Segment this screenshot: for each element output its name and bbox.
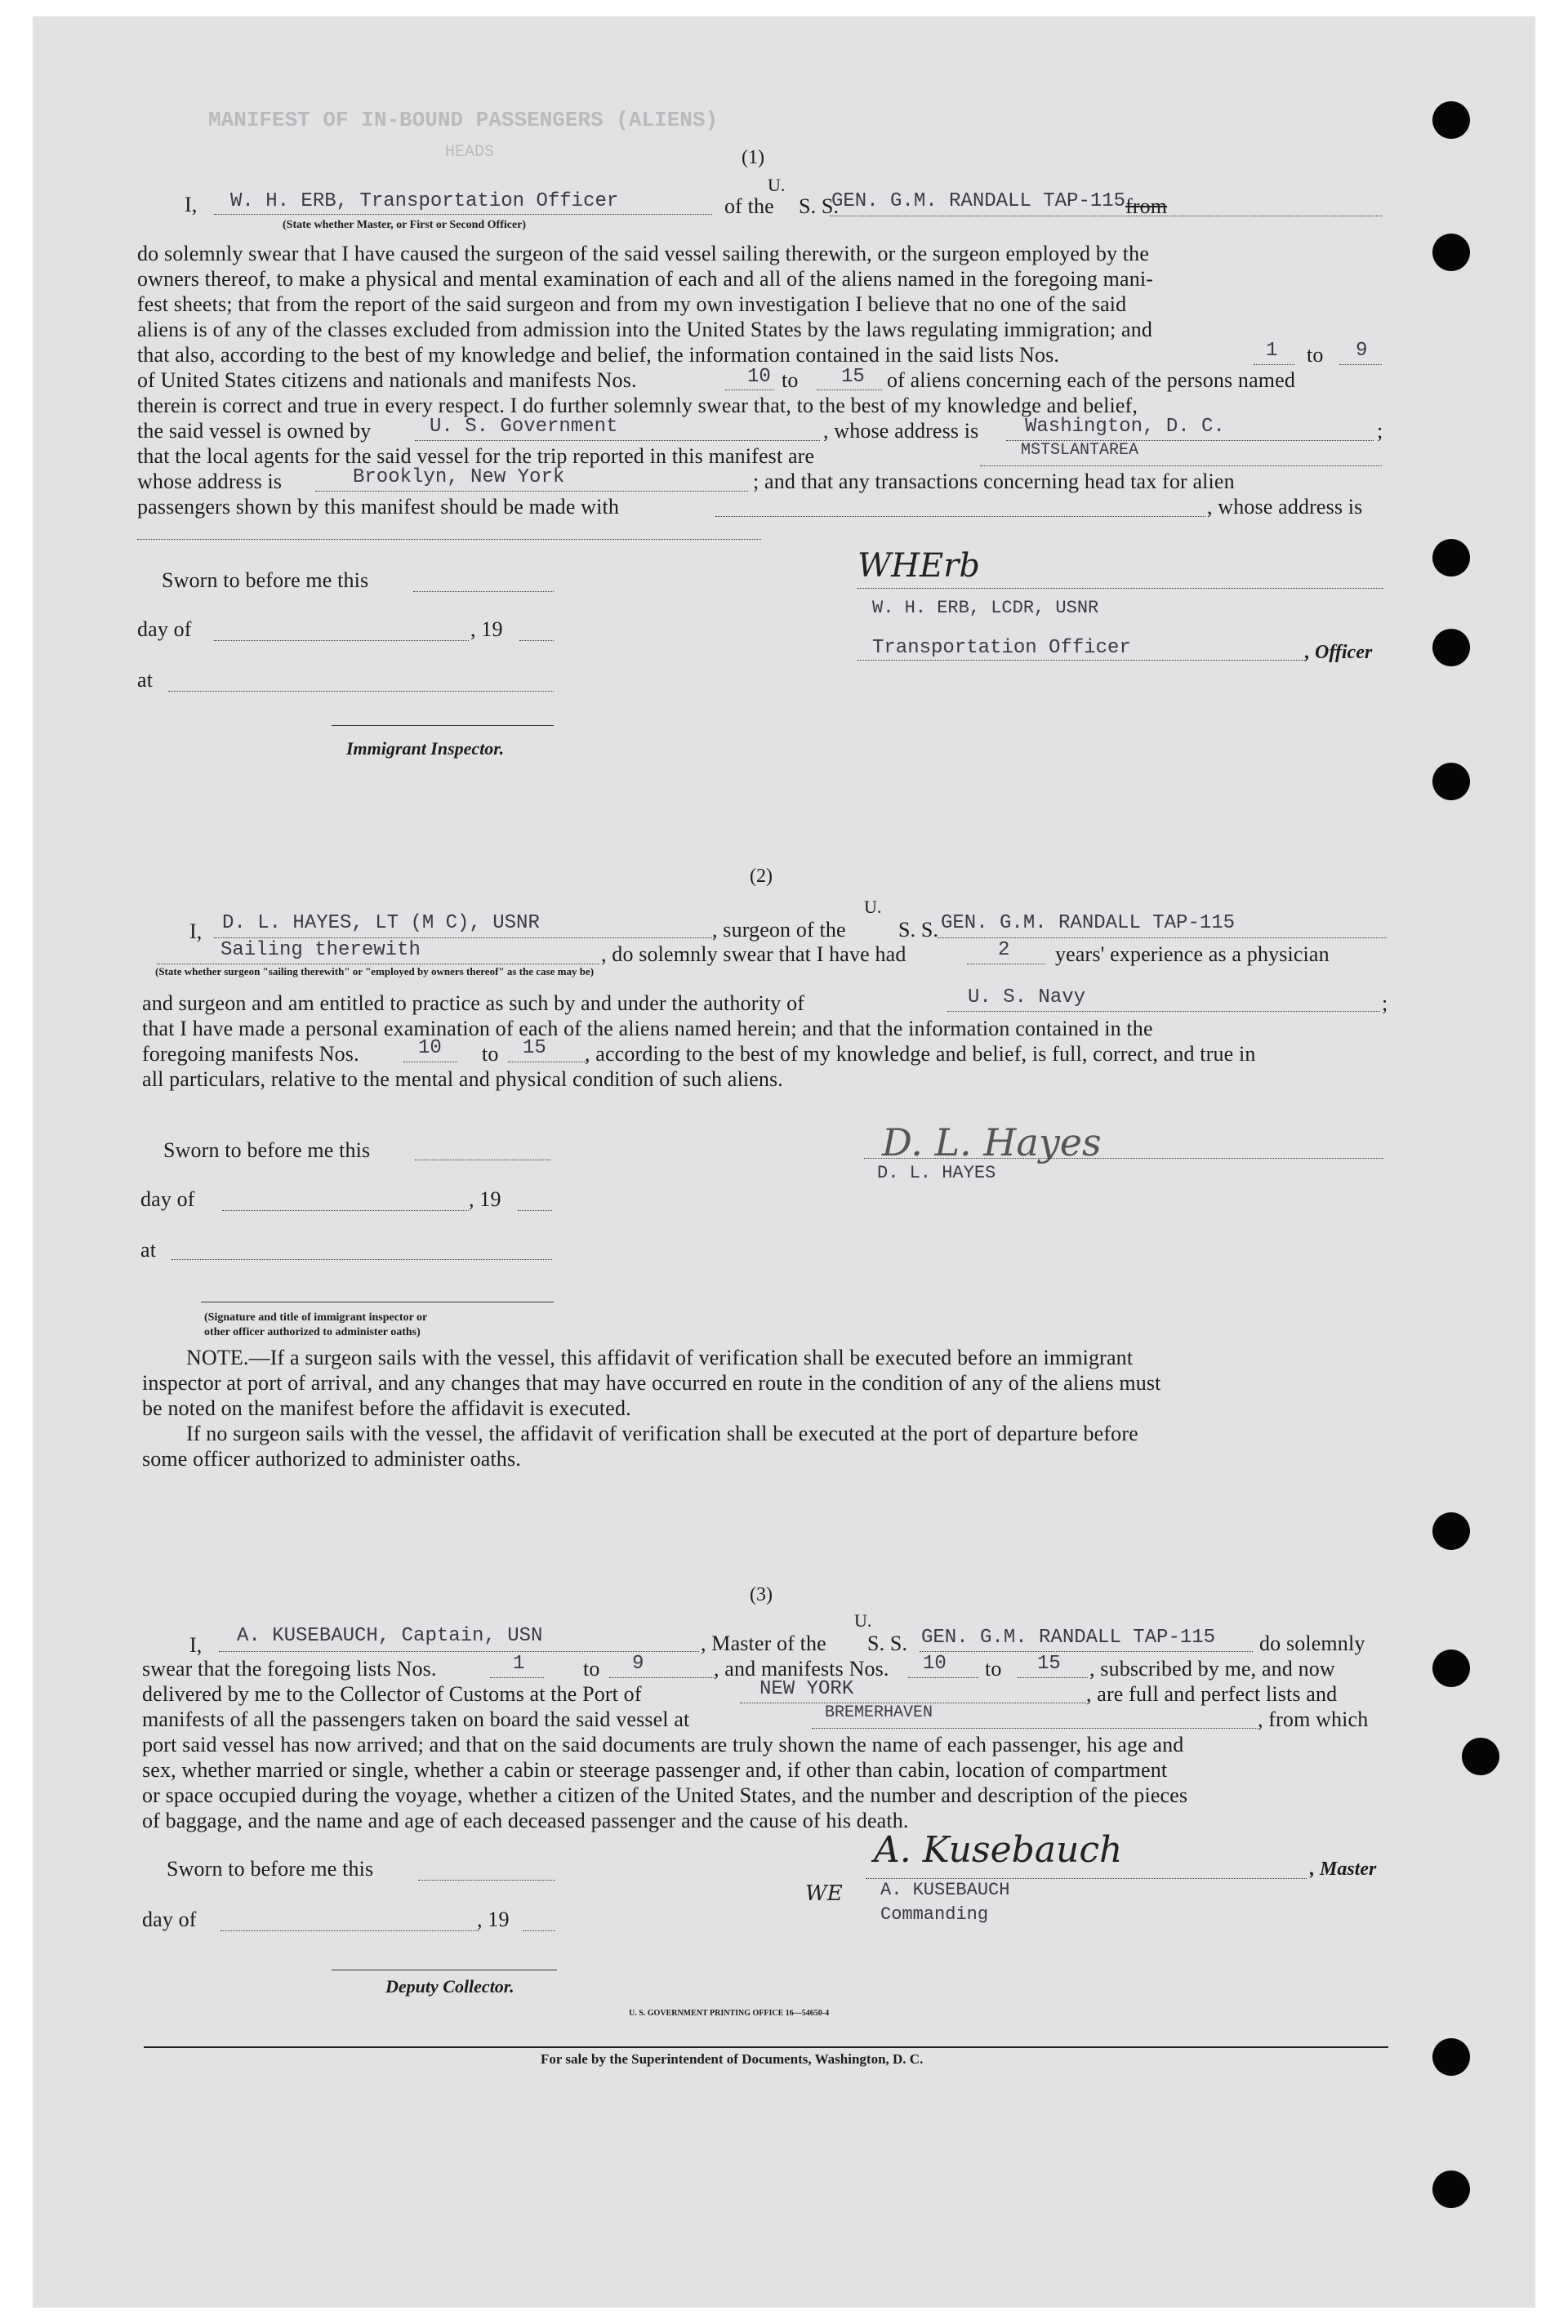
- binder-hole-8: [1462, 1738, 1499, 1775]
- s3-solemnly: do solemnly: [1259, 1632, 1365, 1655]
- section-2-number: (2): [750, 866, 773, 887]
- s1-owner-line: [415, 440, 820, 441]
- s1-officer-value: W. H. ERB, Transportation Officer: [230, 190, 619, 212]
- s1-manifest-to: 15: [841, 366, 865, 388]
- s1-para-line-6a: of United States citizens and nationals and manifests Nos.: [137, 368, 637, 392]
- s3-ss: S. S.: [867, 1632, 908, 1655]
- section-3-number: (3): [750, 1584, 773, 1605]
- s1-at-line: [168, 691, 554, 692]
- s2-surgeon-signature: D. L. Hayes: [882, 1120, 1102, 1164]
- s1-para-line-3: fest sheets; that from the report of the said surgeon and from my own investigation I believe that no one of the said: [137, 292, 1127, 316]
- s1-day-line: [214, 640, 469, 641]
- s2-sailing-value: Sailing therewith: [220, 939, 421, 961]
- binder-hole-4: [1432, 629, 1470, 666]
- bleed-through-heading: MANIFEST OF IN-BOUND PASSENGERS (ALIENS): [208, 108, 719, 132]
- s1-agent-address-line: [315, 491, 748, 492]
- s1-para-line-8a: the said vessel is owned by: [137, 419, 372, 443]
- s3-para-line-1a: swear that the foregoing lists Nos.: [142, 1657, 437, 1681]
- section-1-number: (1): [742, 147, 764, 168]
- s2-authority-line: [947, 1011, 1380, 1012]
- s1-signature-name: W. H. ERB, LCDR, USNR: [872, 598, 1099, 618]
- binder-hole-5: [1432, 763, 1470, 800]
- s2-para-line-2: and surgeon and am entitled to practice as such by and under the authority of: [142, 991, 805, 1015]
- s3-sworn-label: Sworn to before me this: [167, 1857, 374, 1881]
- s3-signature-line: [866, 1878, 1307, 1879]
- s1-to-1: to: [1307, 343, 1324, 367]
- s1-list-to-line: [1339, 364, 1382, 365]
- s1-at-label: at: [137, 668, 154, 692]
- s3-i: I,: [189, 1633, 203, 1657]
- s3-manifest-to: 15: [1037, 1653, 1061, 1675]
- s3-signature-name: A. KUSEBAUCH: [880, 1880, 1010, 1900]
- s3-para-line-1b: , and manifests Nos.: [714, 1657, 889, 1681]
- s2-sig-note-1: (Signature and title of immigrant inspector or: [204, 1311, 428, 1324]
- s1-day-of-label: day of: [137, 617, 192, 641]
- s2-state-note: (State whether surgeon "sailing therewith" or "employed by owners thereof" as the case may be): [155, 965, 595, 977]
- s1-signature-line: [858, 588, 1383, 589]
- s1-semicolon-1: ;: [1377, 419, 1383, 443]
- s1-officer-label: , Officer: [1305, 642, 1373, 663]
- s2-at-line: [172, 1259, 552, 1260]
- s3-master-signature: A. Kusebauch: [874, 1829, 1123, 1871]
- s2-para-line-5: all particulars, relative to the mental and physical condition of such aliens.: [142, 1067, 783, 1091]
- s2-para-line-3: that I have made a personal examination of each of the aliens named herein; and that the information contained in the: [142, 1017, 1153, 1040]
- s2-year-line: [518, 1210, 552, 1211]
- bleed-through-subheading: HEADS: [445, 143, 495, 162]
- s3-para-line-3a: manifests of all the passengers taken on board the said vessel at: [142, 1707, 690, 1731]
- binder-hole-3: [1432, 539, 1470, 577]
- s1-para-line-6b: of aliens concerning each of the persons named: [887, 368, 1295, 392]
- s3-vessel-line: [920, 1651, 1253, 1652]
- s3-port-value: NEW YORK: [760, 1678, 854, 1700]
- s3-day-line: [220, 1930, 479, 1931]
- s3-u-mark: U.: [854, 1610, 872, 1631]
- s3-list-from-line: [490, 1677, 544, 1678]
- note-line-2: inspector at port of arrival, and any changes that may have occurred en route in the condition of any of the aliens must: [142, 1371, 1161, 1395]
- s2-sig-note-2: other officer authorized to administer oaths): [204, 1326, 421, 1338]
- binder-hole-9: [1432, 2038, 1470, 2076]
- s2-surgeon-line: [214, 937, 714, 938]
- s1-agents-line: [980, 465, 1382, 466]
- s3-para-line-1c: , subscribed by me, and now: [1089, 1657, 1335, 1681]
- s3-para-line-7: of baggage, and the name and age of each deceased passenger and the cause of his death.: [142, 1809, 909, 1832]
- s2-ss: S. S.: [898, 918, 939, 942]
- s1-inspector-caption: Immigrant Inspector.: [346, 738, 505, 759]
- s1-list-from-line: [1254, 364, 1294, 365]
- footer-sale-note: For sale by the Superintendent of Documents, Washington, D. C.: [541, 2051, 924, 2067]
- s2-para-line-4b: , according to the best of my knowledge and belief, is full, correct, and true in: [585, 1042, 1256, 1066]
- footer-rule: [144, 2046, 1388, 2048]
- s3-year-line: [523, 1930, 555, 1931]
- s3-to-2: to: [985, 1657, 1002, 1681]
- s3-from-port-line: [812, 1728, 1258, 1729]
- s2-day-line: [222, 1210, 469, 1211]
- s1-para-line-11b: , whose address is: [1207, 495, 1363, 519]
- s3-para-line-4: port said vessel has now arrived; and that on the said documents are truly shown the name of each passenger, his age and: [142, 1733, 1184, 1756]
- s3-manifest-from: 10: [923, 1653, 947, 1675]
- s1-sworn-line: [413, 591, 554, 592]
- s3-vessel-value: GEN. G.M. RANDALL TAP-115: [921, 1627, 1216, 1649]
- s3-para-line-2a: delivered by me to the Collector of Customs at the Port of: [142, 1682, 642, 1706]
- s3-master-of: , Master of the: [701, 1632, 826, 1655]
- s2-vessel-line: [938, 937, 1387, 938]
- gpo-imprint: U. S. GOVERNMENT PRINTING OFFICE 16—54650-4: [629, 2009, 830, 2018]
- s1-para-line-10b: ; and that any transactions concerning head tax for alien: [753, 470, 1235, 493]
- s2-to: to: [482, 1042, 499, 1066]
- s1-para-line-11a: passengers shown by this manifest should be made with: [137, 495, 619, 519]
- s1-signature-title: Transportation Officer: [872, 637, 1131, 659]
- s1-head-tax-line: [715, 516, 1205, 517]
- s3-year-label: , 19: [477, 1908, 510, 1931]
- s3-master-line: [219, 1651, 699, 1652]
- s2-para-line-4a: foregoing manifests Nos.: [142, 1042, 359, 1066]
- s1-year-line: [519, 640, 554, 641]
- note-line-1: NOTE.—If a surgeon sails with the vessel, this affidavit of verification shall be executed before an immigrant: [186, 1346, 1134, 1369]
- s2-i: I,: [189, 919, 203, 943]
- s1-vessel-value: GEN. G.M. RANDALL TAP-115: [831, 190, 1126, 212]
- s3-list-from: 1: [513, 1653, 525, 1675]
- binder-hole-10: [1432, 2170, 1470, 2208]
- s2-at-label: at: [140, 1238, 157, 1262]
- s1-year-label: , 19: [470, 617, 503, 641]
- s1-para-line-9: that the local agents for the said vessel for the trip reported in this manifest are: [137, 444, 815, 468]
- s3-manifest-to-line: [1018, 1677, 1088, 1678]
- binder-hole-1: [1432, 101, 1470, 139]
- s1-list-from: 1: [1266, 340, 1278, 362]
- s3-para-line-3b: , from which: [1258, 1707, 1369, 1731]
- s2-para-line-1b: years' experience as a physician: [1055, 942, 1330, 966]
- s2-signature-line: [864, 1158, 1383, 1159]
- s1-owner-value: U. S. Government: [430, 416, 618, 438]
- s1-owner-address: Washington, D. C.: [1025, 416, 1225, 438]
- s1-sworn-label: Sworn to before me this: [162, 568, 369, 592]
- s1-para-line-10a: whose address is: [137, 470, 283, 493]
- s1-of-the: of the: [724, 194, 774, 218]
- note-line-3: be noted on the manifest before the affidavit is executed.: [142, 1396, 631, 1420]
- s3-list-to: 9: [632, 1653, 644, 1675]
- s3-master-label: , Master: [1310, 1859, 1377, 1880]
- s1-agent-address: Brooklyn, New York: [353, 466, 565, 488]
- s1-para-line-5: that also, according to the best of my knowledge and belief, the information contained in the said lists Nos.: [137, 343, 1060, 367]
- binder-hole-7: [1432, 1650, 1470, 1687]
- s2-sworn-label: Sworn to before me this: [163, 1138, 371, 1162]
- s2-signature-name: D. L. HAYES: [877, 1163, 996, 1183]
- s1-para-line-1: do solemnly swear that I have caused the surgeon of the said vessel sailing therewith, or the surgeon employed by the: [137, 242, 1150, 265]
- s1-officer-line: [214, 214, 712, 215]
- s1-list-to: 9: [1356, 340, 1368, 362]
- s3-from-port-value: BREMERHAVEN: [825, 1703, 933, 1722]
- s3-signature-title: Commanding: [880, 1904, 989, 1925]
- s3-para-line-2b: , are full and perfect lists and: [1086, 1682, 1338, 1706]
- s1-manifest-from: 10: [747, 366, 771, 388]
- s2-authority-value: U. S. Navy: [968, 986, 1086, 1008]
- s3-list-to-line: [609, 1677, 714, 1678]
- note-line-4: If no surgeon sails with the vessel, the affidavit of verification shall be executed at the port of departure before: [186, 1422, 1138, 1445]
- s1-agents-value: MSTSLANTAREA: [1021, 441, 1139, 460]
- s3-collector-caption: Deputy Collector.: [385, 1976, 514, 1997]
- note-line-5: some officer authorized to administer oaths.: [142, 1447, 521, 1471]
- s2-para-line-1a: , do solemnly swear that I have had: [601, 942, 906, 966]
- s3-day-of-label: day of: [142, 1908, 197, 1931]
- s1-u-mark: U.: [768, 175, 786, 195]
- s2-surgeon-value: D. L. HAYES, LT (M C), USNR: [222, 912, 540, 934]
- s3-para-line-5: sex, whether married or single, whether a cabin or steerage passenger and, if other than cabin, location of compartment: [142, 1758, 1168, 1782]
- s2-manifest-from: 10: [418, 1037, 442, 1059]
- s1-para-line-4: aliens is of any of the classes excluded from admission into the United States by the laws regulating immigration; and: [137, 318, 1153, 341]
- binder-hole-2: [1432, 234, 1470, 271]
- s2-semicolon: ;: [1382, 991, 1388, 1015]
- s3-sworn-line: [418, 1880, 555, 1881]
- s1-address-continuation-line: [137, 539, 761, 540]
- s3-initials: WE: [805, 1881, 843, 1906]
- s2-day-of-label: day of: [140, 1187, 195, 1211]
- s2-manifest-to: 15: [523, 1037, 546, 1059]
- s2-years-value: 2: [998, 939, 1010, 961]
- s1-para-line-7: therein is correct and true in every respect. I do further solemnly swear that, to the best of my knowledge and belief,: [137, 394, 1138, 417]
- s1-officer-line: [858, 660, 1305, 661]
- s1-para-line-8b: , whose address is: [823, 419, 979, 443]
- s1-from: from: [1125, 194, 1168, 218]
- s2-u-mark: U.: [864, 897, 882, 917]
- s1-ss: S. S.: [799, 194, 840, 218]
- s1-para-line-2: owners thereof, to make a physical and mental examination of each and all of the aliens named in the foregoing mani-: [137, 267, 1154, 291]
- s1-officer-signature: WHErb: [858, 547, 980, 585]
- s2-year-label: , 19: [469, 1187, 501, 1211]
- s3-master-value: A. KUSEBAUCH, Captain, USN: [237, 1625, 543, 1647]
- binder-hole-6: [1432, 1512, 1470, 1550]
- s3-to-1: to: [583, 1657, 600, 1681]
- s2-vessel-value: GEN. G.M. RANDALL TAP-115: [941, 912, 1236, 934]
- s1-caption-note: (State whether Master, or First or Second Officer): [283, 219, 527, 231]
- s2-surgeon-of: , surgeon of the: [712, 918, 846, 942]
- s1-inspector-signature-line: [332, 725, 554, 726]
- s1-i: I,: [185, 193, 198, 216]
- s3-para-line-6: or space occupied during the voyage, whether a citizen of the United States, and the number and description of the pieces: [142, 1783, 1188, 1807]
- s1-to-2: to: [782, 368, 799, 392]
- s3-manifest-from-line: [908, 1677, 978, 1678]
